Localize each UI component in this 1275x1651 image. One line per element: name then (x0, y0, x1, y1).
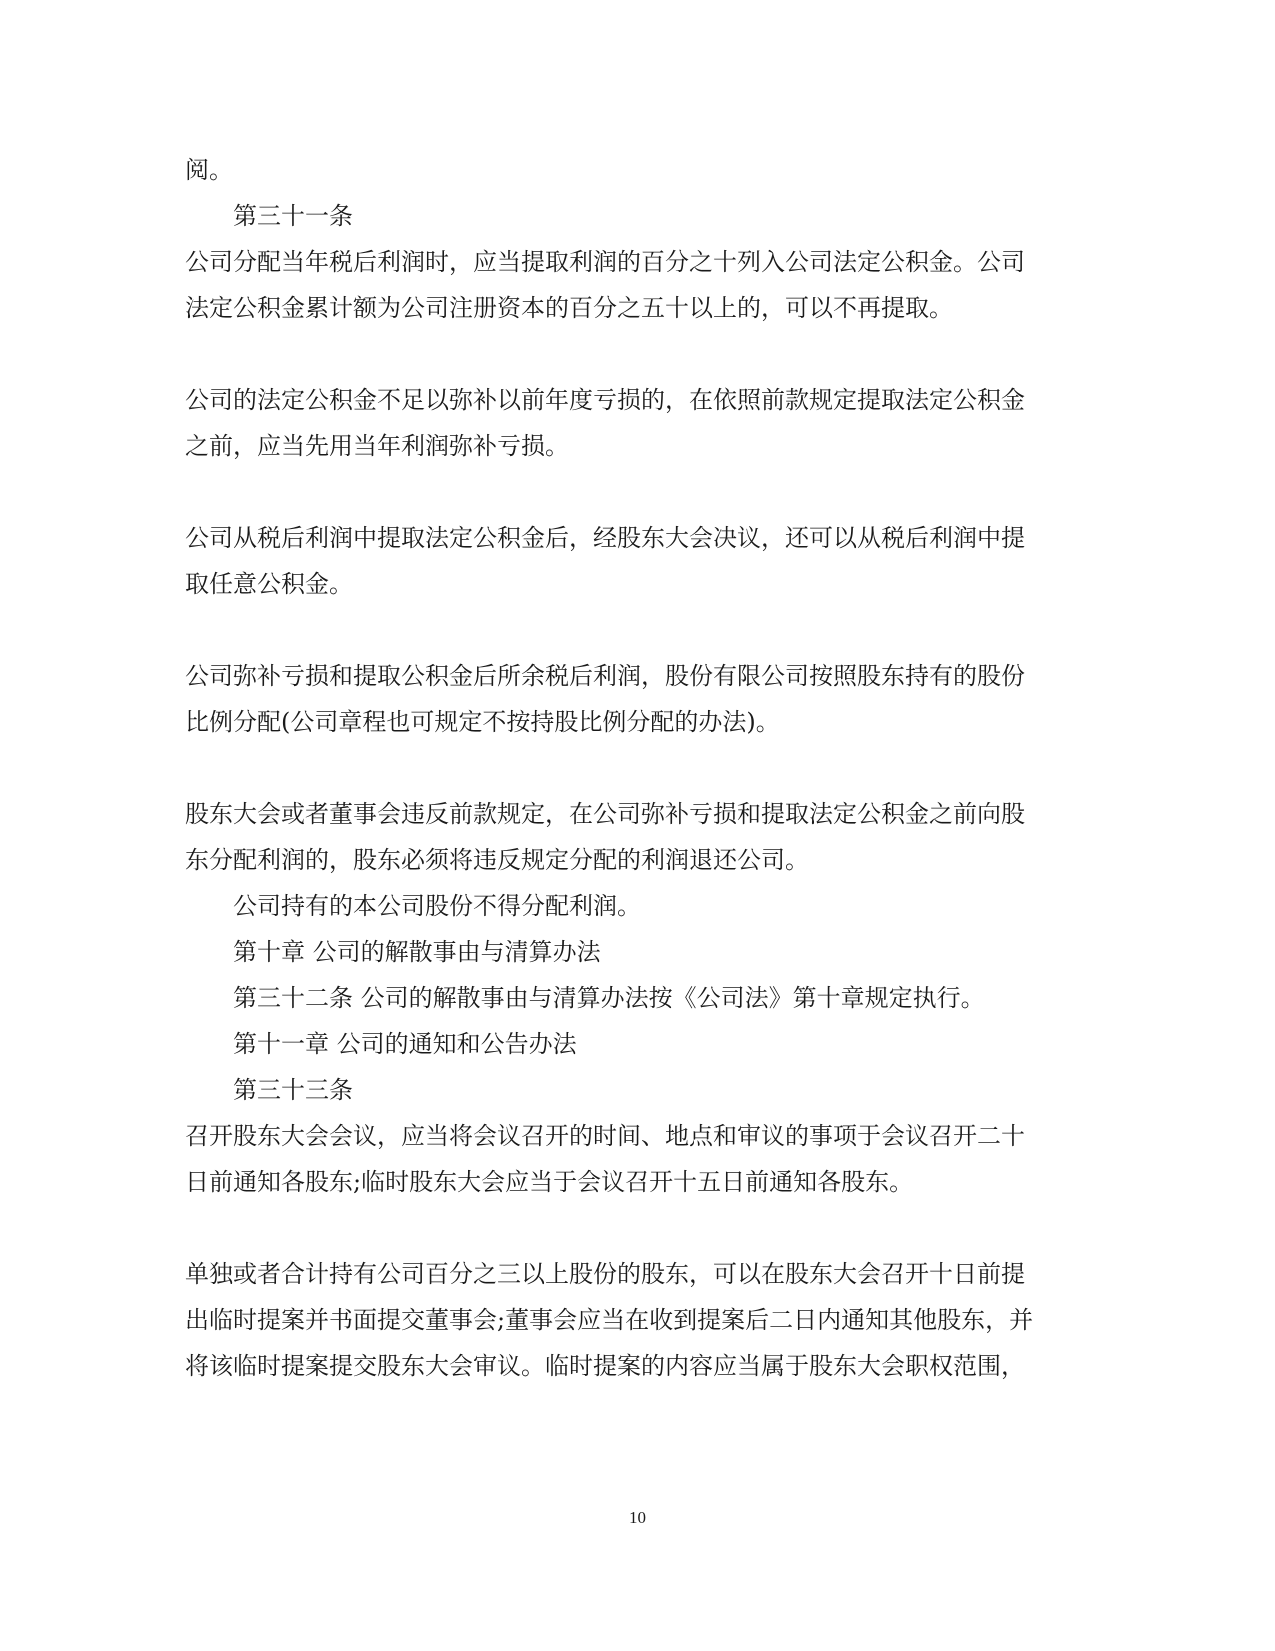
chapter-heading: 第十章 公司的解散事由与清算办法 (233, 938, 601, 966)
text-line: 东分配利润的，股东必须将违反规定分配的利润退还公司。 (185, 846, 809, 874)
text-line: 公司从税后利润中提取法定公积金后，经股东大会决议，还可以从税后利润中提 (185, 524, 1025, 552)
text-line: 公司的法定公积金不足以弥补以前年度亏损的，在依照前款规定提取法定公积金 (185, 386, 1025, 414)
text-line: 公司弥补亏损和提取公积金后所余税后利润，股份有限公司按照股东持有的股份 (185, 662, 1025, 690)
text-line: 出临时提案并书面提交董事会;董事会应当在收到提案后二日内通知其他股东，并 (185, 1306, 1034, 1334)
text-line: 单独或者合计持有公司百分之三以上股份的股东，可以在股东大会召开十日前提 (185, 1260, 1025, 1288)
article-heading: 第三十二条 公司的解散事由与清算办法按《公司法》第十章规定执行。 (233, 984, 985, 1012)
text-line: 法定公积金累计额为公司注册资本的百分之五十以上的，可以不再提取。 (185, 294, 953, 322)
page-number: 10 (629, 1508, 646, 1527)
article-heading: 第三十三条 (233, 1076, 353, 1104)
text-line: 日前通知各股东;临时股东大会应当于会议召开十五日前通知各股东。 (185, 1168, 914, 1196)
text-line: 阅。 (185, 156, 233, 184)
text-line: 之前，应当先用当年利润弥补亏损。 (185, 432, 569, 460)
text-line: 取任意公积金。 (185, 570, 353, 598)
article-heading: 第三十一条 (233, 202, 353, 230)
text-line: 将该临时提案提交股东大会审议。临时提案的内容应当属于股东大会职权范围， (185, 1352, 1025, 1380)
text-line: 公司持有的本公司股份不得分配利润。 (233, 892, 641, 920)
text-line: 股东大会或者董事会违反前款规定，在公司弥补亏损和提取法定公积金之前向股 (185, 800, 1025, 828)
text-line: 召开股东大会会议，应当将会议召开的时间、地点和审议的事项于会议召开二十 (185, 1122, 1025, 1150)
text-line: 公司分配当年税后利润时，应当提取利润的百分之十列入公司法定公积金。公司 (185, 248, 1025, 276)
chapter-heading: 第十一章 公司的通知和公告办法 (233, 1030, 577, 1058)
text-line: 比例分配(公司章程也可规定不按持股比例分配的办法)。 (185, 708, 780, 736)
